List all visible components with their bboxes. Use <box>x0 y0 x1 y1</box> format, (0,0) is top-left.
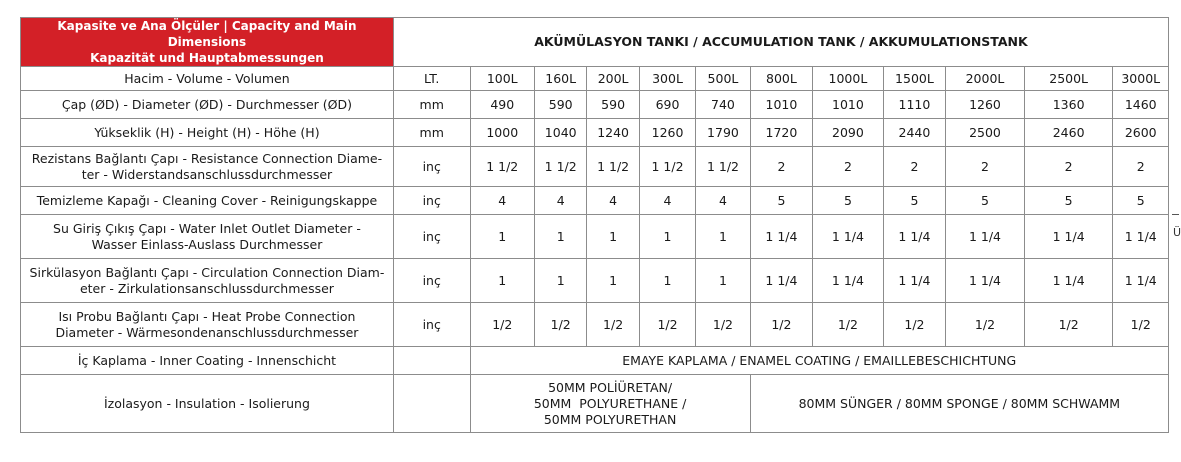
value-cell: 1 1/4 <box>1024 259 1113 303</box>
value-cell: 2 <box>1024 147 1113 187</box>
row-label-line1: Su Giriş Çıkış Çapı - Water Inlet Outlet Diameter - <box>53 220 361 236</box>
value-cell: 5 <box>813 187 884 215</box>
value-cell: 590 <box>535 91 587 119</box>
table-row <box>21 119 1169 147</box>
value-cell: 690 <box>639 91 695 119</box>
insulation-left-line: 50MM POLYURETHAN <box>543 411 677 427</box>
value-cell: 1 <box>470 215 535 259</box>
value-cell: 2460 <box>1024 119 1113 147</box>
value-cell: 2500 <box>946 119 1025 147</box>
value-cell: 2 <box>946 147 1025 187</box>
value-cell: 1 1/4 <box>813 215 884 259</box>
coating-row <box>21 347 1169 375</box>
value-cell: 2440 <box>883 119 945 147</box>
insulation-unit-cell <box>393 375 470 433</box>
value-cell: 1 <box>535 215 587 259</box>
value-cell: 300L <box>639 67 695 91</box>
table-row <box>21 259 1169 303</box>
value-cell: 2090 <box>813 119 884 147</box>
value-cell: 5 <box>750 187 812 215</box>
value-cell: 2600 <box>1113 119 1169 147</box>
value-cell: 1260 <box>639 119 695 147</box>
value-cell: 1/2 <box>883 303 945 347</box>
table-row <box>21 215 1169 259</box>
insulation-label: İzolasyon - Insulation - Isolierung <box>21 375 394 433</box>
value-cell: 1500L <box>883 67 945 91</box>
value-cell: 1010 <box>750 91 812 119</box>
value-cell: 1260 <box>946 91 1025 119</box>
header-left-line2: Kapazität und Hauptabmessungen <box>90 51 324 65</box>
insulation-row <box>21 375 1169 433</box>
value-cell: 800L <box>750 67 812 91</box>
value-cell: 1 1/4 <box>946 215 1025 259</box>
value-cell: 1 <box>696 215 750 259</box>
row-unit: mm <box>393 91 470 119</box>
row-unit: mm <box>393 119 470 147</box>
table-row <box>21 147 1169 187</box>
value-cell: 1 1/4 <box>1024 215 1113 259</box>
row-unit: inç <box>393 303 470 347</box>
row-unit: inç <box>393 187 470 215</box>
value-cell: 1240 <box>587 119 639 147</box>
value-cell: 1 1/4 <box>883 259 945 303</box>
value-cell: 1460 <box>1113 91 1169 119</box>
value-cell: 1 1/2 <box>696 147 750 187</box>
value-cell: 1/2 <box>696 303 750 347</box>
row-label-line2: eter - Zirkulationsanschlussdurchmesser <box>79 280 334 296</box>
value-cell: 1 <box>470 259 535 303</box>
value-cell: 1000L <box>813 67 884 91</box>
value-cell: 5 <box>1024 187 1113 215</box>
value-cell: 1 1/4 <box>813 259 884 303</box>
value-cell: 5 <box>1113 187 1169 215</box>
value-cell: 500L <box>696 67 750 91</box>
value-cell: 1 1/2 <box>535 147 587 187</box>
value-cell: 1/2 <box>535 303 587 347</box>
value-cell: 4 <box>639 187 695 215</box>
row-label-line1: Sirkülasyon Bağlantı Çapı - Circulation Connection Diam- <box>29 264 385 280</box>
insulation-right-value: 80MM SÜNGER / 80MM SPONGE / 80MM SCHWAMM <box>750 375 1168 433</box>
value-cell: 1010 <box>813 91 884 119</box>
row-label-line1: Rezistans Bağlantı Çapı - Resistance Connection Diame- <box>31 150 383 166</box>
table-row <box>21 303 1169 347</box>
value-cell: 100L <box>470 67 535 91</box>
header-left-cell <box>21 18 394 67</box>
value-cell: 1/2 <box>1024 303 1113 347</box>
value-cell: 1 1/4 <box>750 215 812 259</box>
header-left-line1: Kapasite ve Ana Ölçüler | Capacity and Main Dimensions <box>57 19 357 49</box>
value-cell: 740 <box>696 91 750 119</box>
value-cell: 490 <box>470 91 535 119</box>
value-cell: 2500L <box>1024 67 1113 91</box>
value-cell: 2 <box>883 147 945 187</box>
value-cell: 1/2 <box>639 303 695 347</box>
value-cell: 1/2 <box>813 303 884 347</box>
value-cell: 1/2 <box>750 303 812 347</box>
value-cell: 4 <box>470 187 535 215</box>
row-unit: inç <box>393 259 470 303</box>
value-cell: 160L <box>535 67 587 91</box>
value-cell: 5 <box>883 187 945 215</box>
value-cell: 1 1/4 <box>946 259 1025 303</box>
value-cell: 1 1/4 <box>1113 259 1169 303</box>
value-cell: 1720 <box>750 119 812 147</box>
value-cell: 1 <box>639 215 695 259</box>
value-cell: 1790 <box>696 119 750 147</box>
row-unit: inç <box>393 215 470 259</box>
value-cell: 1/2 <box>1113 303 1169 347</box>
value-cell: 1 <box>587 215 639 259</box>
value-cell: 1040 <box>535 119 587 147</box>
value-cell: 1 <box>696 259 750 303</box>
value-cell: 2 <box>1113 147 1169 187</box>
value-cell: 1/2 <box>946 303 1025 347</box>
row-label: Hacim - Volume - Volumen <box>21 67 394 91</box>
value-cell: 5 <box>946 187 1025 215</box>
value-cell: 1 1/2 <box>587 147 639 187</box>
row-label <box>21 215 394 259</box>
insulation-left-line: 50MM POLYURETHANE / <box>533 395 687 411</box>
value-cell: 3000L <box>1113 67 1169 91</box>
table-row <box>21 67 1169 91</box>
value-cell: 4 <box>696 187 750 215</box>
value-cell: 1 1/2 <box>470 147 535 187</box>
coating-unit-cell <box>393 347 470 375</box>
value-cell: 1 <box>639 259 695 303</box>
row-unit: LT. <box>393 67 470 91</box>
value-cell: 2 <box>750 147 812 187</box>
row-label <box>21 259 394 303</box>
row-label: Çap (ØD) - Diameter (ØD) - Durchmesser (ØD) <box>21 91 394 119</box>
row-label: Yükseklik (H) - Height (H) - Höhe (H) <box>21 119 394 147</box>
insulation-left-value <box>470 375 750 433</box>
value-cell: 1 1/2 <box>639 147 695 187</box>
value-cell: 590 <box>587 91 639 119</box>
row-label: Temizleme Kapağı - Cleaning Cover - Reinigungskappe <box>21 187 394 215</box>
value-cell: 2 <box>813 147 884 187</box>
row-unit: inç <box>393 147 470 187</box>
value-cell: 4 <box>535 187 587 215</box>
row-label-line2: Diameter - Wärmesondenanschlussdurchmesser <box>55 324 359 340</box>
header-row <box>21 18 1169 67</box>
value-cell: 1110 <box>883 91 945 119</box>
value-cell: 1 <box>535 259 587 303</box>
row-label-line2: ter - Widerstandsanschlussdurchmesser <box>81 166 333 182</box>
value-cell: 1/2 <box>587 303 639 347</box>
value-cell: 1360 <box>1024 91 1113 119</box>
edge-glyph: Ü <box>1173 226 1181 239</box>
coating-value: EMAYE KAPLAMA / ENAMEL COATING / EMAILLEBESCHICHTUNG <box>470 347 1169 375</box>
edge-line <box>1172 214 1179 215</box>
row-label-line2: Wasser Einlass-Auslass Durchmesser <box>91 236 323 252</box>
coating-label: İç Kaplama - Inner Coating - Innenschicht <box>21 347 394 375</box>
value-cell: 1 1/4 <box>1113 215 1169 259</box>
value-cell: 2000L <box>946 67 1025 91</box>
value-cell: 4 <box>587 187 639 215</box>
spec-table <box>20 17 1169 433</box>
row-label <box>21 303 394 347</box>
value-cell: 1 1/4 <box>750 259 812 303</box>
insulation-left-line: 50MM POLİÜRETAN/ <box>548 379 673 395</box>
value-cell: 1/2 <box>470 303 535 347</box>
value-cell: 1 1/4 <box>883 215 945 259</box>
row-label-line1: Isı Probu Bağlantı Çapı - Heat Probe Connection <box>58 308 356 324</box>
value-cell: 1 <box>587 259 639 303</box>
table-row <box>21 187 1169 215</box>
value-cell: 1000 <box>470 119 535 147</box>
row-label <box>21 147 394 187</box>
table-row <box>21 91 1169 119</box>
header-right-cell: AKÜMÜLASYON TANKI / ACCUMULATION TANK / AKKUMULATIONSTANK <box>393 18 1168 67</box>
value-cell: 200L <box>587 67 639 91</box>
